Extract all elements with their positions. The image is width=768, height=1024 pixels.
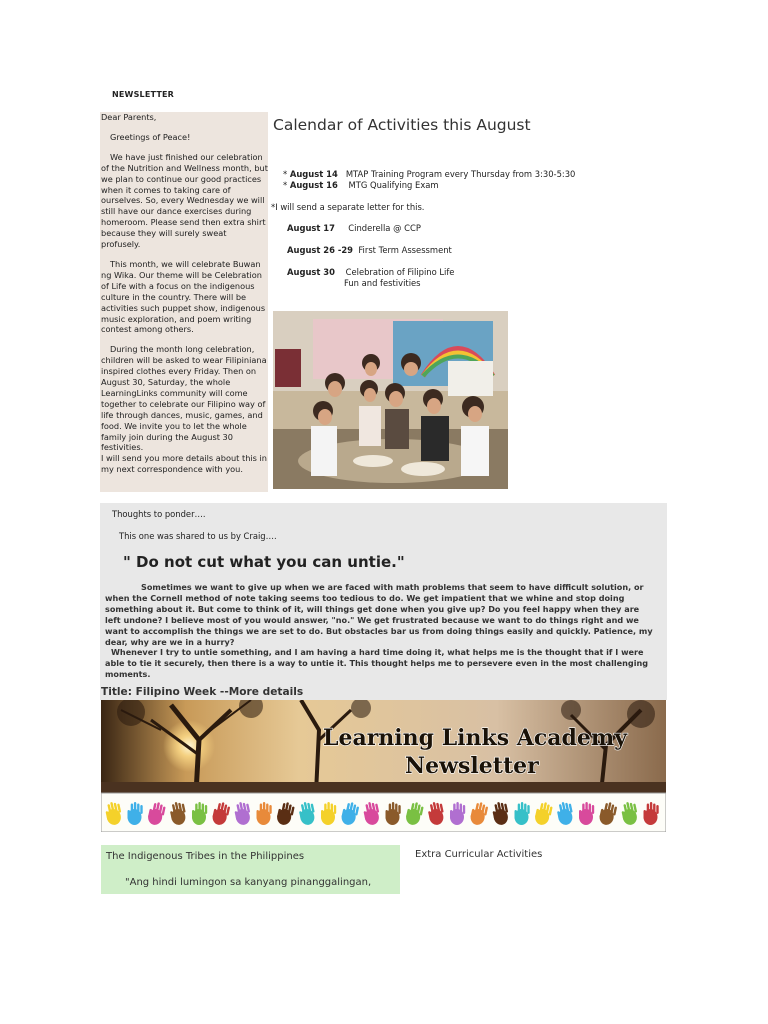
calendar-item: * August 16 MTG Qualifying Exam (283, 180, 439, 190)
newsletter-label: NEWSLETTER (112, 90, 175, 99)
thoughts-section (100, 503, 667, 700)
thoughts-paragraph-2: Whenever I try to untie something, and I am having a hard time doing it, what helps me is the thought that if I were able to tie it securely, then there is a way to untie it. This thought helps me to persevere even in the most challenging moments. (105, 647, 649, 679)
parent-letter (100, 112, 268, 492)
thoughts-heading: Thoughts to ponder…. (112, 509, 206, 519)
quote: " Do not cut what you can untie." (123, 553, 405, 571)
children-photo (273, 311, 508, 489)
calendar-desc: MTG Qualifying Exam (348, 180, 439, 190)
calendar-desc: MTAP Training Program every Thursday from 3:30-5:30 (345, 169, 576, 179)
calendar-title: Calendar of Activities this August (273, 116, 531, 134)
title-link[interactable]: Title: Filipino Week --More details (101, 686, 304, 698)
calendar-date: August 26 -29 (287, 245, 354, 255)
calendar-date: August 16 (289, 180, 338, 190)
calendar-desc: Fun and festivities (344, 278, 421, 288)
calendar-item (287, 245, 452, 256)
letter-paragraph-4: I will send you more details about this in my next correspondence with you. (101, 453, 268, 475)
thoughts-paragraph-1: Sometimes we want to give up when we are faced with math problems that seem to have difficult solution, or when the Cornell method of note taking seems too tedious to do. We get impatient that we whine and stop doing something about it. But come to think of it, will things get done when you give up? Do you feel happy when they are left undone? I believe most of you would answer, "no." We get frustrated because we want to do things right and we want to accomplish the things we are set to do. But obstacles bar us from doing things easily and quickly. Patience, my dear, why are we in a hurry? (105, 582, 653, 647)
calendar-note: *I will send a separate letter for this. (271, 202, 425, 212)
letter-paragraph-2: This month, we will celebrate Buwan ng Wika. Our theme will be Celebration of Life with a focus on the indigenous culture in the country. There will be activities such puppet show, indigenous music exploration, and poem writing contest among others. (101, 258, 266, 335)
banner-title-line2: Newsletter (405, 753, 539, 779)
extra-curricular-heading: Extra Curricular Activities (415, 849, 543, 860)
newsletter-banner (101, 700, 666, 832)
calendar-desc: Cinderella @ CCP (348, 223, 421, 233)
letter-paragraph-1: We have just finished our celebration of the Nutrition and Wellness month, but we plan to continue our good practices when it comes to taking care of ourselves. So, every Wednesday we will still have our dance exercises during homeroom. Please send then extra shirt because they will surely sweat profusely. (101, 151, 268, 250)
tribes-quote: "Ang hindi lumingon sa kanyang pinanggalingan, (125, 877, 372, 888)
calendar-desc: Celebration of Filipino Life (345, 267, 455, 277)
calendar-date: August 14 (289, 169, 338, 179)
thoughts-intro: This one was shared to us by Craig…. (119, 531, 277, 541)
calendar-date: August 30 (287, 267, 335, 277)
banner-title-line1: Learning Links Academy (323, 725, 627, 751)
calendar-date: August 17 (287, 223, 335, 233)
calendar-desc: First Term Assessment (358, 245, 452, 255)
calendar-item (287, 223, 421, 234)
tribes-box (101, 845, 400, 894)
calendar-item: * August 14 MTAP Training Program every Thursday from 3:30-5:30 (283, 169, 576, 179)
letter-paragraph-3: During the month long celebration, children will be asked to wear Filipiniana inspired clothes every Friday. Then on August 30, Saturday, the whole LearningLinks community will come together to celebrate our Filipino way of life through dances, music, games, and food. We invite you to let the whole family join during the August 30 festivities. (101, 344, 267, 453)
calendar-item (287, 267, 454, 278)
letter-salutation: Dear Parents, (101, 112, 157, 122)
tribes-title: The Indigenous Tribes in the Philippines (106, 851, 305, 862)
letter-greeting: Greetings of Peace! (110, 131, 191, 142)
